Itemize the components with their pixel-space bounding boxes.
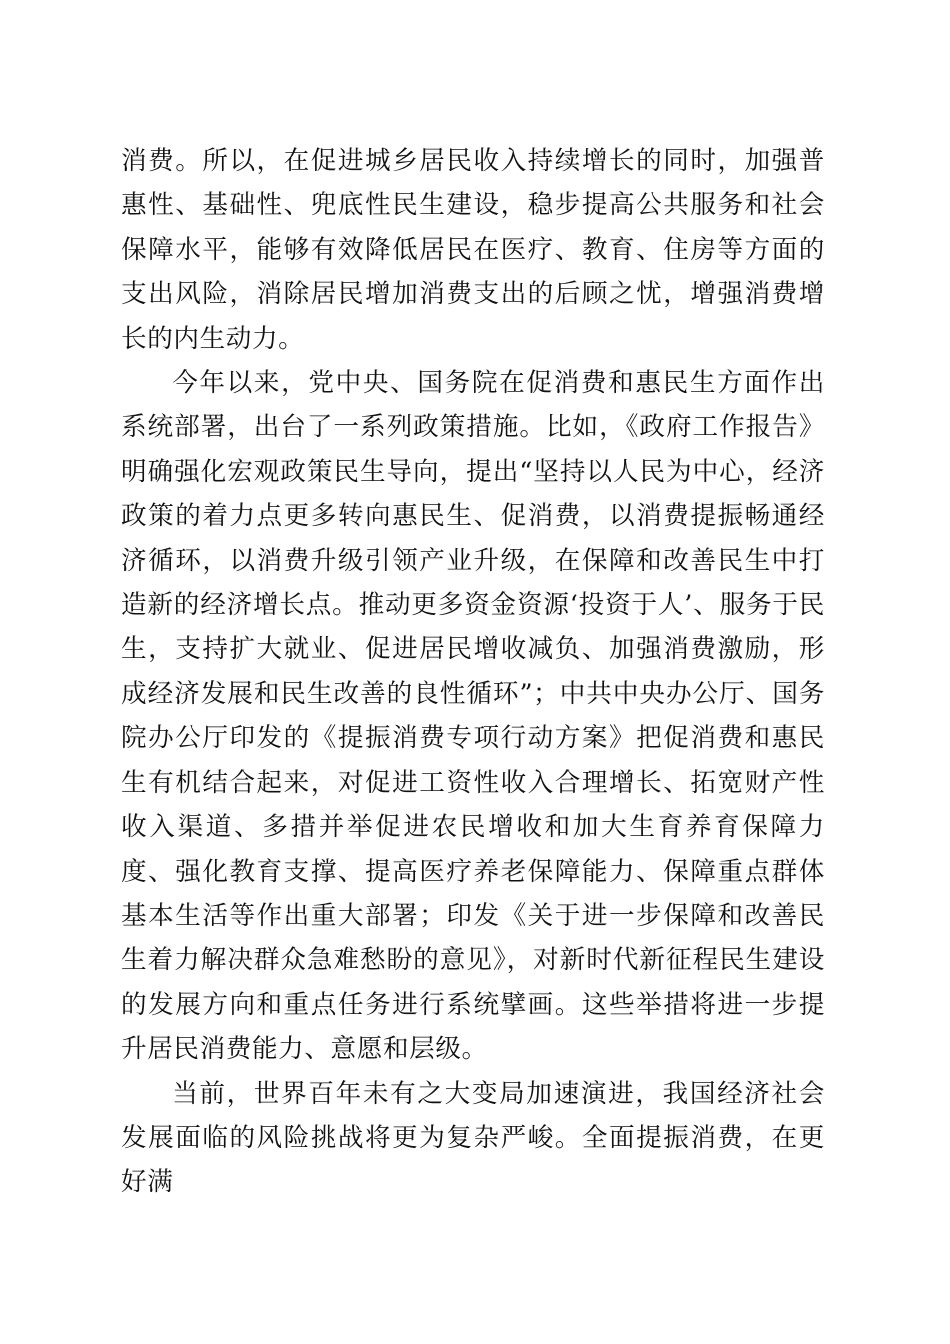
paragraph-current-situation: 当前，世界百年未有之大变局加速演进，我国经济社会发展面临的风险挑战将更为复杂严峻。全面提振消费，在更好满 — [121, 1078, 825, 1198]
paragraph-continuation: 消费。所以，在促进城乡居民收入持续增长的同时，加强普惠性、基础性、兜底性民生建设，稳步提高公共服务和社会保障水平，能够有效降低居民在医疗、教育、住房等方面的支出风险，消除居民增加消费支出的后顾之忧，增强消费增长的内生动力。 — [121, 146, 825, 354]
paragraph-policy-measures: 今年以来，党中央、国务院在促消费和惠民生方面作出系统部署，出台了一系列政策措施。比如，《政府工作报告》明确强化宏观政策民生导向，提出“坚持以人民为中心，经济政策的着力点更多转向惠民生、促消费，以消费提振畅通经济循环，以消费升级引领产业升级，在保障和改善民生中打造新的经济增长点。推动更多资金资源‘投资于人’、服务于民生，支持扩大就业、促进居民增收减负、加强消费激励，形成经济发展和民生改善的良性循环”；中共中央办公厅、国务院办公厅印发的《提振消费专项行动方案》把促消费和惠民生有机结合起来，对促进工资性收入合理增长、拓宽财产性收入渠道、多措并举促进农民增收和加大生育养育保障力度、强化教育支撑、提高医疗养老保障能力、保障重点群体基本生活等作出重大部署；印发《关于进一步保障和改善民生着力解决群众急难愁盼的意见》，对新时代新征程民生建设的发展方向和重点任务进行系统擘画。这些举措将进一步提升居民消费能力、意愿和层级。 — [121, 368, 825, 1065]
document-body — [121, 139, 825, 1205]
